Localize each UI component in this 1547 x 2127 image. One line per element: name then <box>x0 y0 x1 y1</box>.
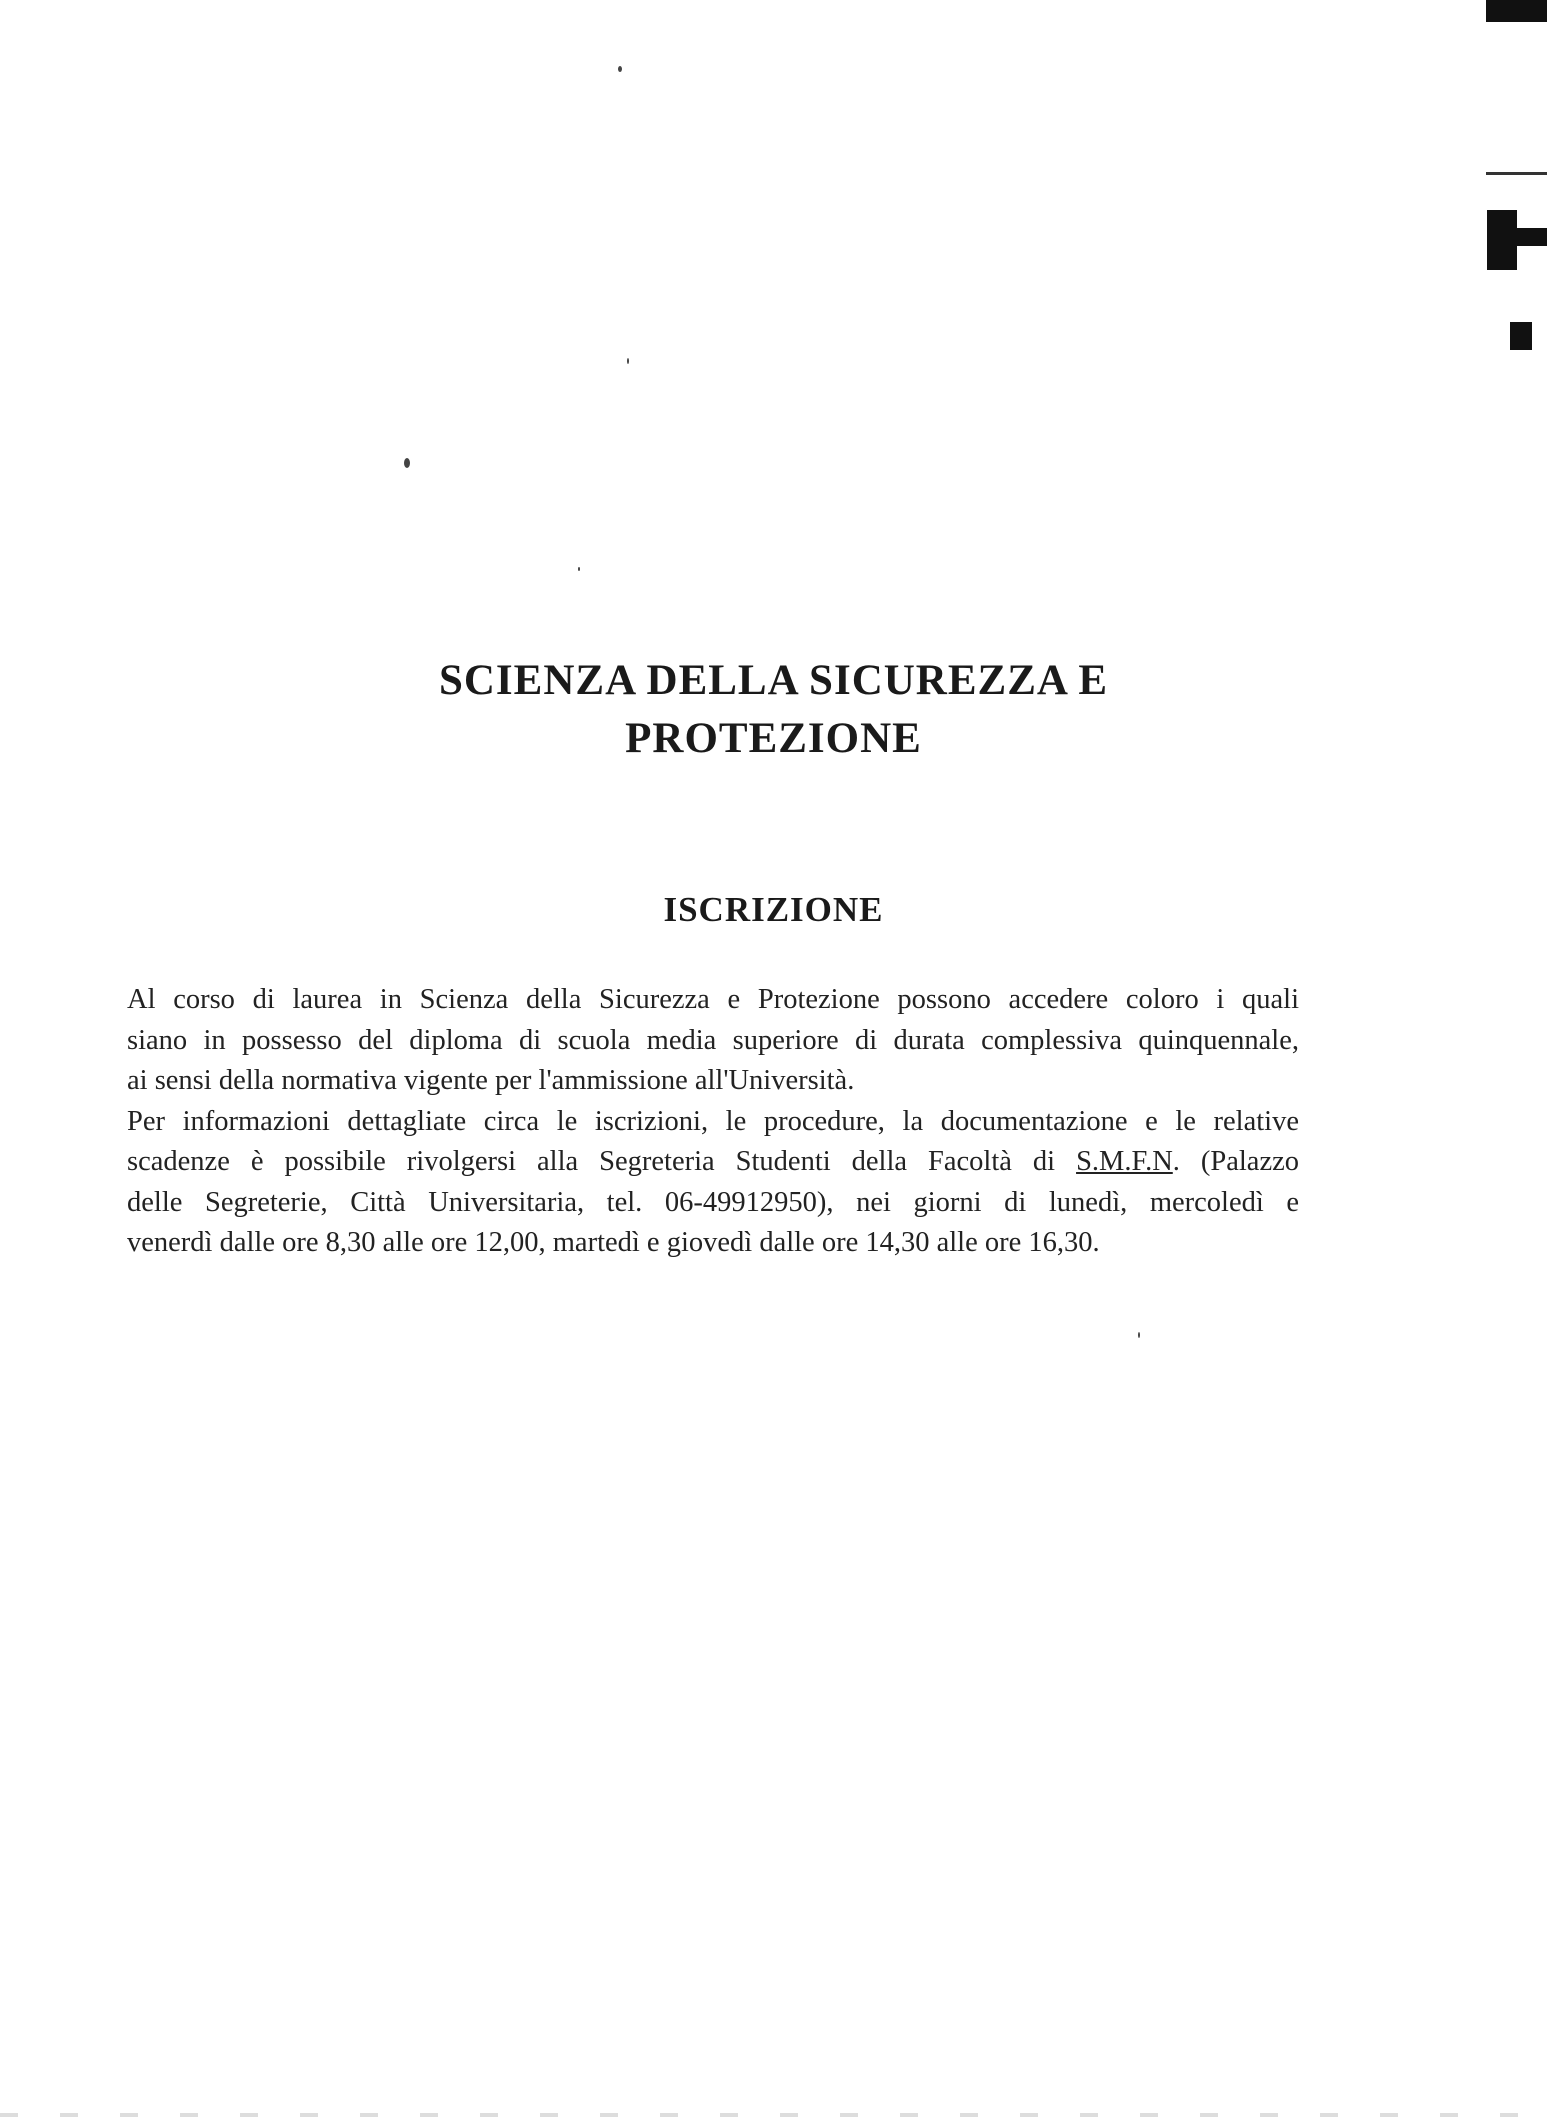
body-text <box>127 980 1299 1264</box>
scan-bottom-noise <box>0 2113 1547 2117</box>
paragraph-2-line-3: delle Segreterie, Città Universitaria, tel. 06-49912950), nei giorni di lunedì, mercoledì e <box>127 1186 1299 1218</box>
scan-edge-rule <box>1486 172 1547 175</box>
paragraph-2-line-2-tail: . (Palazzo <box>1172 1146 1300 1177</box>
paragraph-2-line-2 <box>127 1142 1299 1183</box>
section-heading-iscrizione: ISCRIZIONE <box>663 890 884 929</box>
paragraph-1-line-1: Al corso di laurea in Scienza della Sicurezza e Protezione possono accedere coloro i quali <box>127 984 1299 1015</box>
paragraph-2-line-2-text: scadenze è possibile rivolgersi alla Segreteria Studenti della Facoltà di <box>127 1146 1077 1177</box>
scan-speck <box>627 358 629 364</box>
scan-edge-mark-small <box>1510 322 1532 350</box>
document-title <box>0 652 1547 768</box>
scan-speck <box>578 567 580 571</box>
scan-speck <box>404 458 410 468</box>
paragraph-1-line-2: siano in possesso del diploma di scuola media superiore di durata complessiva quinquennale, <box>127 1024 1299 1056</box>
scan-speck <box>618 66 622 72</box>
scan-edge-mark-top <box>1486 0 1547 22</box>
paragraph-2-line-1: Per informazioni dettagliate circa le iscrizioni, le procedure, la documentazione e le relative <box>127 1105 1299 1137</box>
scan-edge-mark-middle <box>1487 210 1547 270</box>
paragraph-2-line-4: venerdì dalle ore 8,30 alle ore 12,00, martedì e giovedì dalle ore 14,30 alle ore 16,30. <box>127 1227 1100 1258</box>
document-title-line-1: SCIENZA DELLA SICUREZZA E <box>438 657 1109 704</box>
faculty-abbreviation: S.M.F.N <box>1076 1146 1173 1177</box>
scan-speck <box>1138 1332 1140 1338</box>
document-title-line-2: PROTEZIONE <box>625 715 922 762</box>
paragraph-1-line-3: ai sensi della normativa vigente per l'ammissione all'Università. <box>127 1065 855 1096</box>
